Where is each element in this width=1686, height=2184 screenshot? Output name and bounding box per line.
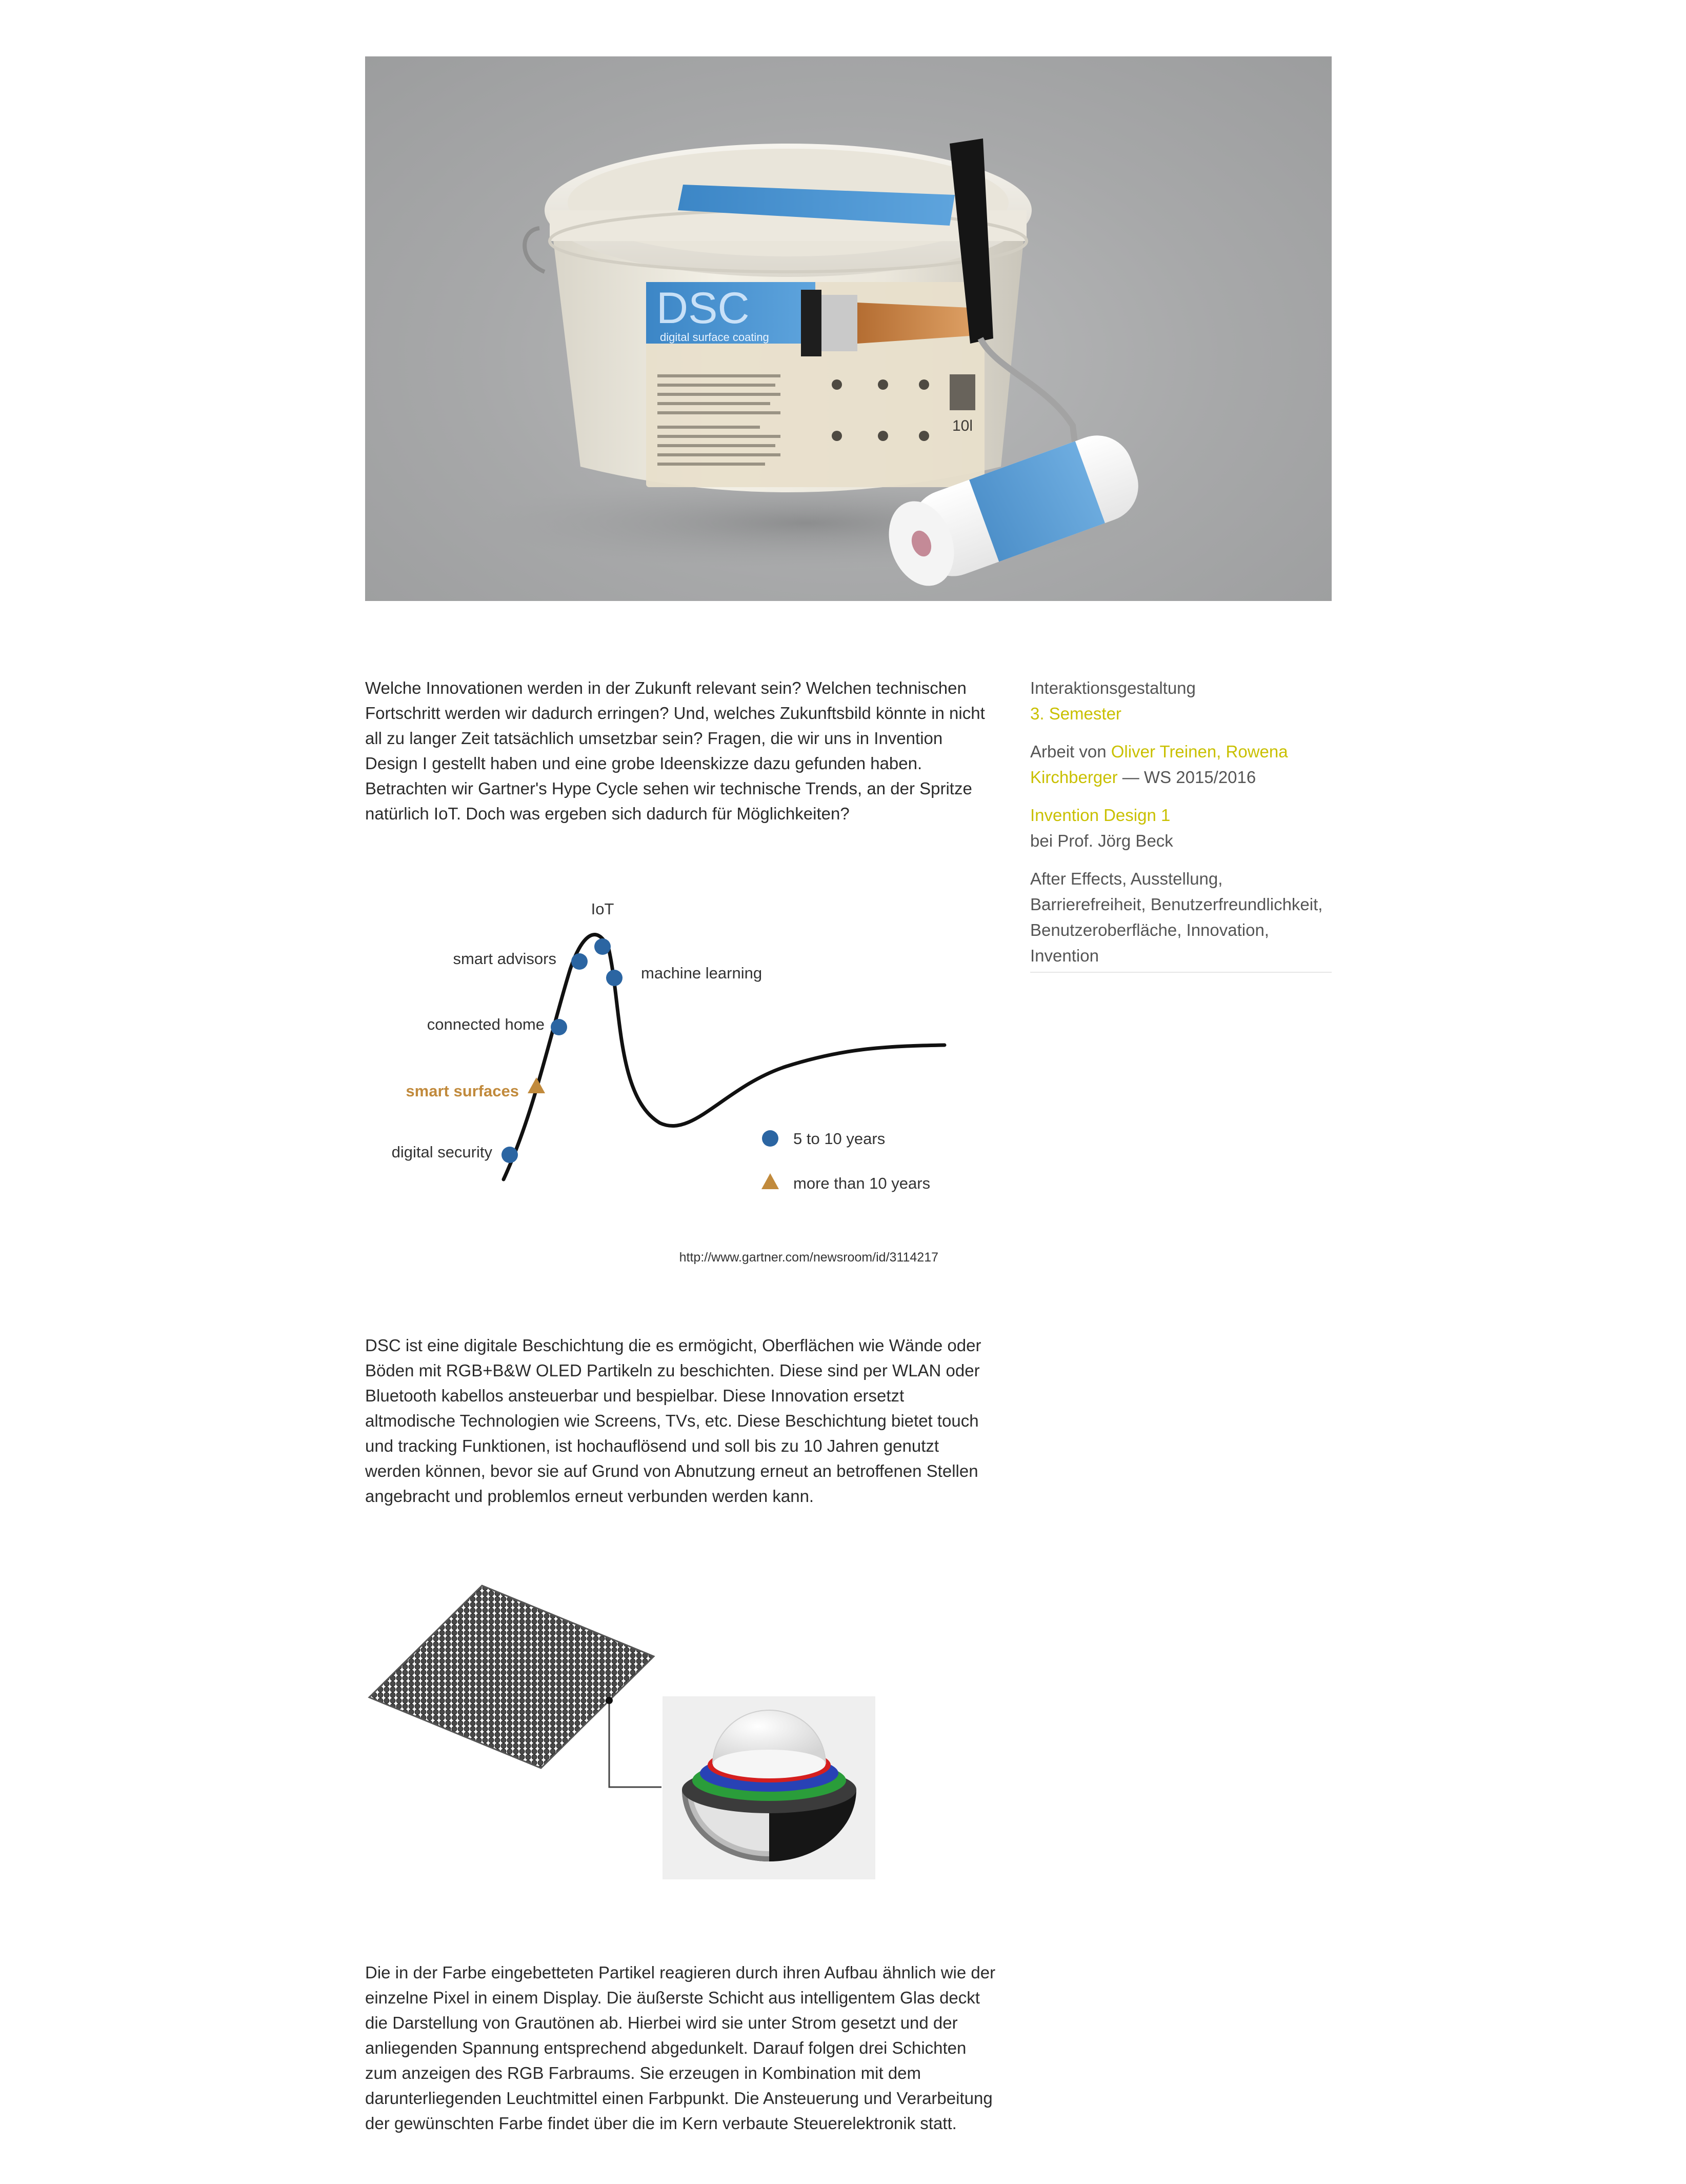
particle-layer-illustration [359,1579,892,1897]
dsc-paragraph [365,1333,996,1509]
sidebar-divider [1030,972,1332,973]
point-label-smart-surfaces: smart surfaces [406,1082,519,1100]
legend-marker-triangle [761,1173,779,1189]
legend-marker-circle [762,1130,778,1147]
legend-label-1: 5 to 10 years [793,1130,886,1148]
point-label-digital-security: digital security [391,1143,492,1161]
semester-link[interactable]: 3. Semester [1030,704,1121,723]
label-volume: 10l [952,417,973,434]
legend-label-2: more than 10 years [793,1174,931,1192]
particle-paragraph [365,1960,996,2136]
point-marker-digital-security [501,1147,518,1163]
project-sidebar [1030,675,1332,969]
chart-source-url[interactable]: http://www.gartner.com/newsroom/id/3114217 [679,1250,938,1265]
course-link[interactable]: Invention Design 1 [1030,806,1171,825]
chart-legend [761,1130,930,1192]
point-label-connected-home: connected home [427,1015,545,1033]
particle-text: Die in der Farbe eingebetteten Partikel reagieren durch ihren Aufbau ähnlich wie der einzelne Pixel in einem Display. Die äußerste Schicht aus intelligentem Glas deckt die Darstellung von Grautönen ab. Hierbei wird sie unter Strom gesetzt und der anliegenden Spannung entsprechend abgedunkelt. Darauf folgen drei Schichten zum anzeigen des RGB Farbraums. Sie erzeugen in Kombination mit dem darunterliegenden Leuchtmittel einen Farbpunkt. Die Ansteuerung und Verarbeitung der gewünschten Farbe findet über die im Kern verbaute Steuerelektronik statt. [365,1963,996,2133]
point-marker-smart-surfaces [528,1077,545,1093]
point-marker-machine-learning [606,970,623,986]
department-link[interactable]: Interaktionsgestaltung [1030,678,1196,697]
work-by-prefix: Arbeit von [1030,742,1107,761]
dsc-text: DSC ist eine digitale Beschichtung die es ermögicht, Oberflächen wie Wände oder Böden mit RGB+B&W OLED Partikeln zu beschichten. Diese sind per WLAN oder Bluetooth kabellos ansteuerbar und bespielbar. Diese Innovation ersetzt altmodische Technologien wie Screens, TVs, etc. Diese Beschichtung bietet touch und tracking Funktionen, ist hochauflösend und soll bis zu 10 Jahren genutzt werden können, bevor sie auf Grund von Abnutzung erneut an betroffenen Stellen angebracht und problemlos erneut verbunden werden kann. [365,1336,981,1506]
professor-text: bei Prof. Jörg Beck [1030,831,1173,850]
chart-points [501,938,623,1163]
work-credits [1030,739,1332,790]
point-marker-connected-home [551,1019,567,1035]
point-label-iot: IoT [591,900,614,918]
authors-link[interactable]: Oliver Treinen, Rowena Kirchberger [1030,742,1288,787]
tags-list[interactable]: After Effects, Ausstellung, Barrierefreiheit, Benutzerfreundlichkeit, Benutzeroberfläche, Innovation, Invention [1030,869,1323,965]
point-label-smart-advisors: smart advisors [453,950,556,968]
hero-product-photo [365,56,1332,601]
label-dsc-title: DSC [656,284,750,333]
paint-bucket-illustration [365,56,1332,601]
chart-labels [392,900,762,1161]
point-marker-iot [594,938,611,955]
point-label-machine-learning: machine learning [641,964,762,982]
intro-paragraph [365,675,996,826]
point-marker-smart-advisors [571,953,588,970]
hype-cycle-chart [365,892,1032,1272]
intro-text: Welche Innovationen werden in der Zukunft relevant sein? Welchen technischen Fortschritt werden wir dadurch erringen? Und, welches Zukunftsbild könnte in nicht all zu langer Zeit tatsächlich umsetzbar sein? Fragen, die wir uns in Invention Design I gestellt haben und eine grobe Ideenskizze dazu gefunden haben. Betrachten wir Gartner's Hype Cycle sehen wir technische Trends, an der Spritze natürlich IoT. Doch was ergeben sich dadurch für Möglichkeiten? [365,678,985,823]
term-text: — WS 2015/2016 [1122,768,1256,787]
pixel-surface-sheet [369,1586,654,1768]
label-dsc-subtitle: digital surface coating [660,331,769,344]
